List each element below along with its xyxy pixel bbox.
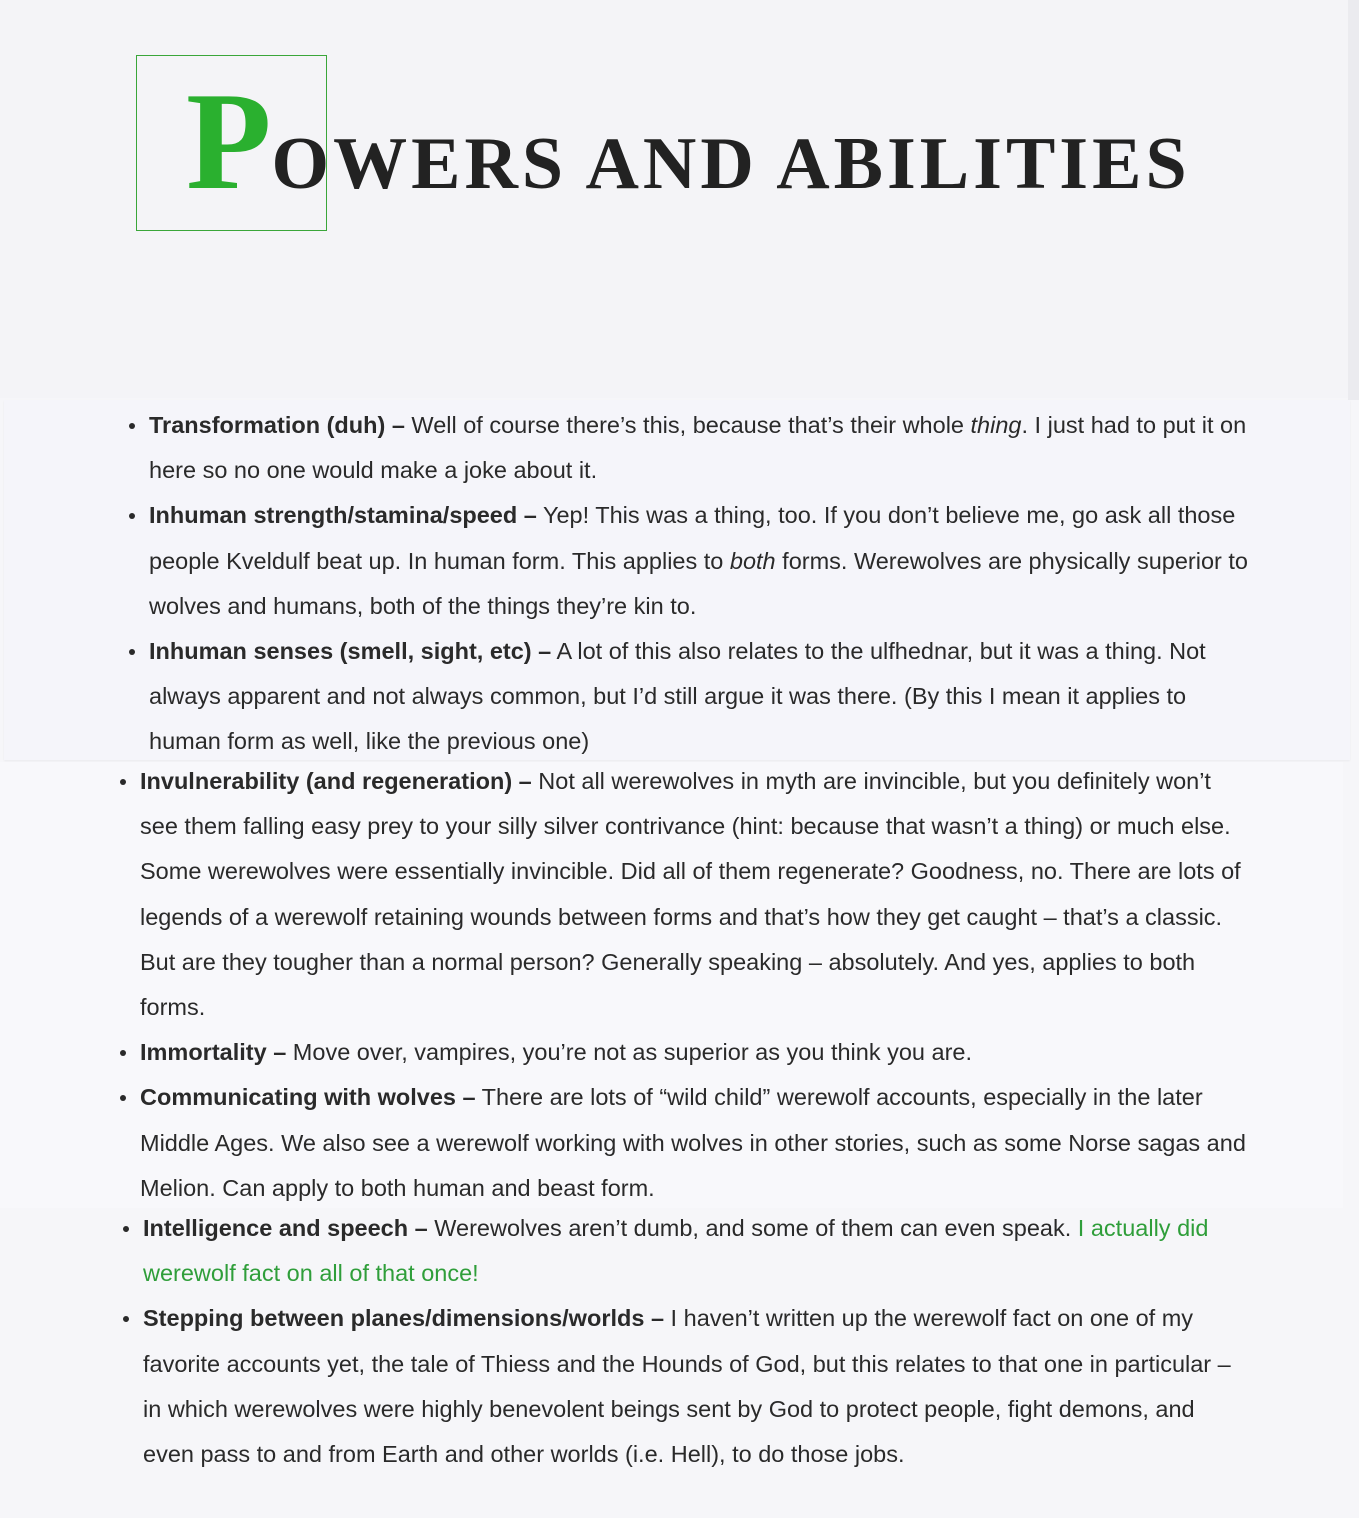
list-item bbox=[140, 1030, 1250, 1075]
list-item bbox=[149, 629, 1264, 765]
list-panel-3 bbox=[0, 1208, 1359, 1518]
item-term: Inhuman senses (smell, sight, etc) – bbox=[149, 638, 552, 665]
list-item bbox=[149, 493, 1264, 629]
title-dropcap: P bbox=[186, 64, 272, 219]
list-item bbox=[140, 759, 1250, 1030]
header-panel bbox=[0, 0, 1348, 398]
item-term: Transformation (duh) – bbox=[149, 412, 405, 438]
title-rest: OWERS AND ABILITIES bbox=[271, 123, 1191, 205]
item-desc: Well of course there’s this, because that’s their whole thing. I just had to put it on here so no one would make a joke about it. bbox=[149, 412, 1247, 484]
list-item bbox=[149, 403, 1264, 493]
abilities-list-2 bbox=[140, 759, 1250, 1211]
abilities-list-3 bbox=[143, 1206, 1243, 1477]
werewolf-fact-link[interactable]: I actually did werewolf fact on all of that once! bbox=[143, 1215, 1209, 1287]
item-term: Inhuman strength/stamina/speed – bbox=[149, 502, 537, 529]
item-desc: Move over, vampires, you’re not as superior as you think you are. bbox=[286, 1039, 973, 1066]
item-term: Intelligence and speech – bbox=[143, 1215, 428, 1241]
item-term: Invulnerability (and regeneration) – bbox=[140, 768, 532, 794]
page-title bbox=[186, 64, 1191, 219]
item-desc: Werewolves aren’t dumb, and some of them can even speak. bbox=[427, 1215, 1078, 1241]
item-term: Stepping between planes/dimensions/worlds – bbox=[143, 1305, 665, 1332]
item-desc: There are lots of “wild child” werewolf accounts, especially in the later Middle Ages. We also see a werewolf working with wolves in other stories, such as some Norse sagas and Melion. Can apply to both human and beast form. bbox=[140, 1084, 1246, 1201]
list-item bbox=[143, 1206, 1243, 1296]
list-item bbox=[143, 1296, 1243, 1477]
item-desc: I haven’t written up the werewolf fact on one of my favorite accounts yet, the tale of Thiess and the Hounds of God, but this relates to that one in particular – in which werewolves were highly benevolent beings sent by God to protect people, fight demons, and even pass to and from Earth and other worlds (i.e. Hell), to do those jobs. bbox=[143, 1305, 1231, 1468]
abilities-list-1 bbox=[149, 403, 1264, 765]
item-term: Communicating with wolves – bbox=[140, 1084, 476, 1111]
header-edge bbox=[1348, 0, 1359, 400]
list-item bbox=[140, 1075, 1250, 1211]
item-term: Immortality – bbox=[140, 1039, 287, 1066]
item-desc: Not all werewolves in myth are invincible, but you definitely won’t see them falling easy prey to your silly silver contrivance (hint: because that wasn’t a thing) or much else. Some werewolves were essentially invincible. Did all of them regenerate? Goodness, no. There are lots of legends of a werewolf retaining wounds between forms and that’s how they get caught – that’s a classic. But are they tougher than a normal person? Generally speaking – absolutely. And yes, applies to both forms. bbox=[140, 768, 1241, 1021]
item-desc: Yep! This was a thing, too. If you don’t believe me, go ask all those people Kveldulf beat up. In human form. This applies to both forms. Werewolves are physically superior to wolves and humans, both of the things they’re kin to. bbox=[149, 502, 1248, 619]
list-panel-2 bbox=[0, 762, 1343, 1210]
list-panel-1 bbox=[4, 400, 1350, 760]
item-desc: A lot of this also relates to the ulfhednar, but it was a thing. Not always apparent and not always common, but I’d still argue it was there. (By this I mean it applies to human form as well, like the previous one) bbox=[149, 638, 1206, 755]
